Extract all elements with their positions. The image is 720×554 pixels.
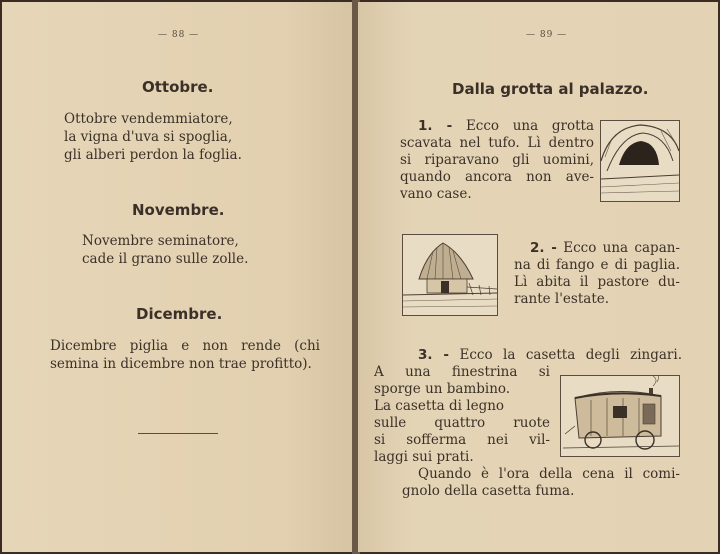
text-line [514,240,680,257]
text-line: na di fango e di paglia. [514,257,680,273]
poem-line: semina in dicembre non trae profitto). [50,356,312,372]
poem-line: Ottobre vendemmiatore, [64,111,233,127]
text-span: Quando è l'ora della cena il comi- [418,466,680,482]
item-number: 3. - [418,347,449,363]
item-number: 2. - [530,240,557,256]
poem-line: Novembre seminatore, [82,233,239,249]
text-line [400,118,594,135]
text-span: Ecco una grotta [465,118,594,134]
poem-novembre [82,232,248,268]
hut-illustration [402,234,498,316]
text-line [374,466,680,483]
left-page [2,2,354,552]
end-rule [138,433,218,434]
text-line: rante l'estate. [514,291,610,307]
text-line: sporge un bambino. [374,381,511,397]
item-number: 1. - [418,118,453,134]
text-line: sulle quattro ruote [374,415,550,431]
item-3-text [374,364,550,466]
text-line: si sofferma nei vil- [374,432,550,448]
text-span: Ecco una capan- [563,240,680,256]
text-line: A una finestrina si [374,364,550,380]
caravan-illustration [560,375,680,457]
item-2-text [514,240,680,308]
item-1-text [400,118,594,203]
text-line: vano case. [400,186,472,202]
item-3-closing [374,466,680,500]
text-line: quando ancora non ave- [400,169,594,185]
heading-dicembre: Dicembre. [136,305,223,323]
poem-dicembre [50,337,320,373]
text-line: laggi sui prati. [374,449,474,465]
poem-line: cade il grano sulle zolle. [82,251,249,267]
text-line [374,347,682,364]
hut-icon [403,235,497,315]
text-line: gnolo della casetta fuma. [402,483,575,499]
text-span: Ecco la casetta degli zingari. [459,347,682,363]
item-3-first-line [374,347,682,364]
text-line: scavata nel tufo. Lì dentro [400,135,594,151]
text-line: si riparavano gli uomini, [400,152,594,168]
text-line: La casetta di legno [374,398,505,414]
right-page [358,2,718,552]
poem-ottobre [64,110,242,164]
caravan-icon [561,376,679,456]
poem-line: Dicembre piglia e non rende (chi [50,338,320,354]
poem-line: gli alberi perdon la foglia. [64,147,242,163]
page-title: Dalla grotta al palazzo. [452,80,649,98]
poem-line: la vigna d'uva si spoglia, [64,129,233,145]
text-line: Lì abita il pastore du- [514,274,680,290]
heading-novembre: Novembre. [132,201,225,219]
cave-icon [601,121,679,201]
cave-illustration [600,120,680,202]
page-number-right: — 89 — [526,30,568,40]
page-number-left: — 88 — [158,30,200,40]
heading-ottobre: Ottobre. [142,78,214,96]
